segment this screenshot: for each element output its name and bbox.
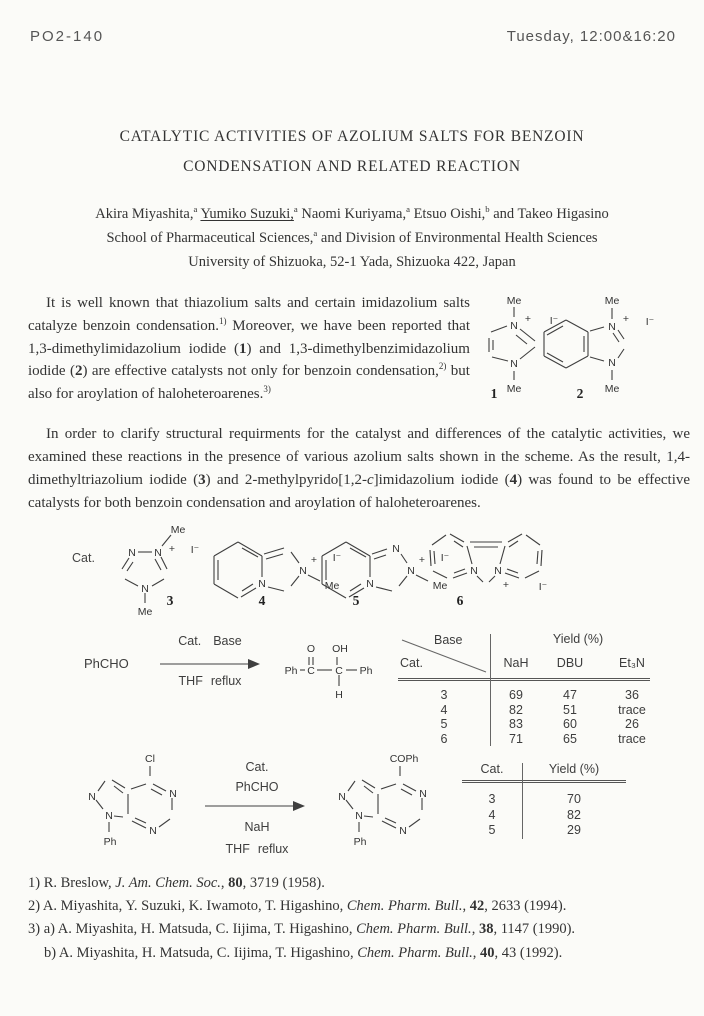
affiliation-line-1 <box>0 226 704 250</box>
title-line-2: CONDENSATION AND RELATED REACTION <box>183 158 521 175</box>
scheme-cat-label: Cat. <box>72 551 95 565</box>
table1-body <box>398 681 650 746</box>
ref-mark-3: 3) <box>263 384 271 395</box>
atom-label-n: N <box>608 321 616 333</box>
table2-cell: 29 <box>567 823 581 837</box>
para2-text: In order to clarify structural requirments for the catalyst and differences of the catalytic activities, we examined these reactions in the presence of various azolium salts shown in the scheme. As the result, 1,4-dimethyltriazolium iodide ( <box>28 426 690 488</box>
para1-text: Moreover, we have been reported that 1,3-dimethylimidazolium iodide ( <box>28 317 470 357</box>
structure-5-number: 5 <box>352 593 360 608</box>
atom-label-ph: Ph <box>359 665 373 677</box>
compound-3-ref: 3 <box>198 472 206 488</box>
iodide-counterion: I⁻ <box>538 581 548 593</box>
ref-text: , 2633 (1994). <box>484 898 567 915</box>
table1-cell: trace <box>618 731 646 746</box>
authors-block <box>0 202 704 274</box>
charge-plus: + <box>524 313 532 325</box>
charge-plus: + <box>310 554 318 566</box>
session-time: Tuesday, 12:00&16:20 <box>506 28 676 45</box>
ref-text: , <box>462 898 470 915</box>
table1-cell: 51 <box>563 702 577 717</box>
atom-label-n: N <box>510 320 518 332</box>
ref-mark-1: 1) <box>219 315 227 326</box>
atom-label-me: Me <box>604 383 620 395</box>
table2-cell: 82 <box>567 807 581 822</box>
bond-lines <box>544 308 624 380</box>
para1-text: ) and 1,3-dimethylbenzimidazolium iodide ( <box>28 340 470 380</box>
author-4: Etsuo Oishi, <box>409 206 486 222</box>
structure-4-number: 4 <box>258 593 266 608</box>
atom-label-oh: OH <box>332 643 348 655</box>
author-5: and Takeo Higasino <box>489 206 609 222</box>
structure-6-number: 6 <box>456 593 464 608</box>
reference-2 <box>28 895 692 918</box>
rxn2-reflux-label: reflux <box>257 842 289 856</box>
atom-label-coph: COPh <box>389 753 419 765</box>
ref-journal: Chem. Pharm. Bull. <box>346 898 463 915</box>
table1-cell: trace <box>618 702 646 717</box>
references-list <box>28 872 692 965</box>
affiliation-1-mark: a <box>313 228 318 239</box>
locant-c-italic: c <box>366 472 374 488</box>
para2-text: ]imidazolium iodide ( <box>373 472 510 488</box>
ref-text: 1) R. Breslow, <box>28 875 116 891</box>
table1-cell: 6 <box>440 731 448 746</box>
atom-label-n: N <box>88 791 96 803</box>
rxn1-reactant: PhCHO <box>84 656 129 671</box>
atom-label-me: Me <box>506 295 522 307</box>
table1-yield-header: Yield (%) <box>552 632 604 646</box>
rxn2-arrow <box>205 798 305 814</box>
results-paragraph <box>28 423 690 515</box>
ref-text: , 3719 (1958). <box>242 875 325 891</box>
structure-1-number: 1 <box>490 386 498 401</box>
rxn1-arrow <box>160 656 260 672</box>
affiliation-2: and Division of Environmental Health Sciences <box>317 230 598 246</box>
rxn2-conditions-below <box>205 842 309 856</box>
iodide-counterion: I⁻ <box>332 552 342 564</box>
table1-cell: 83 <box>509 717 523 731</box>
compound-4-ref: 4 <box>509 472 518 488</box>
atom-label-me: Me <box>604 295 620 307</box>
table2-body <box>462 783 626 839</box>
intro-paragraph <box>28 292 470 406</box>
charge-plus: + <box>502 579 510 591</box>
charge-plus: + <box>622 313 630 325</box>
atom-label-n: N <box>258 578 266 590</box>
structure-6-dipyridoimidazolium-drawing <box>410 522 560 606</box>
rxn2-aldehyde: PhCHO <box>235 780 279 794</box>
structure-2-benzimidazolium-drawing <box>536 292 662 396</box>
charge-plus: + <box>168 543 176 555</box>
atom-label-n: N <box>154 547 162 559</box>
table1-base-label: Base <box>434 633 463 647</box>
atom-label-o: O <box>306 643 316 655</box>
atom-label-n: N <box>141 583 149 595</box>
reference-3a <box>28 918 692 941</box>
table1-col-et3n: Et₃N <box>619 656 645 670</box>
table1-cell: 3 <box>440 688 448 702</box>
table1-cat-label: Cat. <box>400 656 423 670</box>
rxn2-solvent-label: THF <box>225 842 250 856</box>
author-2-affil-mark: a <box>293 204 298 215</box>
structure-3-triazolium-drawing <box>100 524 212 616</box>
benzoin-yield-table <box>398 632 650 746</box>
para2-text: ) and 2-methylpyrido[1,2- <box>205 472 367 488</box>
ref-volume: 42 <box>469 898 485 915</box>
author-1: Akira Miyashita, <box>95 206 194 222</box>
author-3: Naomi Kuriyama, <box>297 206 407 222</box>
benzoin-product-drawing <box>278 630 393 702</box>
aroylation-yield-table <box>462 762 626 839</box>
bond-lines <box>430 534 542 582</box>
atom-label-n: N <box>399 825 407 837</box>
table1-cell: 69 <box>509 688 523 702</box>
rxn1-conditions-below <box>158 674 262 688</box>
para1-text: It is well known that thiazolium salts and certain imidazolium salts catalyze benzoin condensation. <box>28 295 470 334</box>
atom-label-n: N <box>366 578 374 590</box>
author-1-affil-mark: a <box>193 204 198 215</box>
ref-volume: 40 <box>480 944 495 961</box>
authors-line <box>0 202 704 226</box>
table1-col-dbu: DBU <box>556 656 584 670</box>
rxn1-cat-label: Cat. <box>178 634 202 648</box>
structure-2-number: 2 <box>576 386 584 401</box>
table1-cell: 71 <box>509 731 523 746</box>
atom-label-n: N <box>419 788 427 800</box>
ref-text: , 1147 (1990). <box>493 921 576 938</box>
ref-journal: Chem. Pharm. Bull. <box>357 944 473 961</box>
ref-journal: J. Am. Chem. Soc. <box>115 875 221 891</box>
ref-text: 2) A. Miyashita, Y. Suzuki, K. Iwamoto, T. Higashino, <box>28 898 347 915</box>
table2-cell: 5 <box>488 823 496 837</box>
table1-cell: 4 <box>440 702 448 717</box>
iodide-counterion: I⁻ <box>549 315 559 327</box>
atom-label-n: N <box>608 357 616 369</box>
author-4-affil-mark: b <box>485 204 490 215</box>
bond-lines <box>96 766 172 832</box>
atom-label-n: N <box>470 565 478 577</box>
ref-text: , <box>472 944 481 961</box>
table1-cell: 5 <box>440 717 448 731</box>
author-3-affil-mark: a <box>406 204 410 215</box>
atom-label-me: Me <box>432 580 448 592</box>
iodide-counterion: I⁻ <box>645 316 655 328</box>
bond-lines <box>346 766 422 832</box>
rxn1-base-label: Base <box>213 634 242 648</box>
atom-label-n: N <box>407 565 415 577</box>
ref-volume: 38 <box>478 921 494 938</box>
ref-text: , <box>220 875 229 891</box>
atom-label-ph: Ph <box>284 665 298 677</box>
iodide-counterion: I⁻ <box>440 552 450 564</box>
table2-cell: 4 <box>488 807 496 822</box>
table2-cat-header: Cat. <box>480 762 504 776</box>
table2-cell: 3 <box>488 792 496 806</box>
ref-text: , 43 (1992). <box>494 944 563 961</box>
table2-header <box>462 762 626 783</box>
atom-label-h: H <box>335 689 343 701</box>
rxn1-reflux-label: reflux <box>210 674 242 688</box>
aroylated-product-drawing <box>316 750 456 850</box>
table1-cell: 36 <box>625 688 639 702</box>
para1-text: ) are effective catalysts not only for benzoin condensation, <box>82 363 439 380</box>
table1-col-nah: NaH <box>503 656 529 670</box>
reference-3b <box>28 942 692 965</box>
atom-label-n: N <box>169 788 177 800</box>
atom-label-me: Me <box>324 580 340 592</box>
title-line-1: CATALYTIC ACTIVITIES OF AZOLIUM SALTS FOR BENZOIN <box>119 128 585 145</box>
ref-volume: 80 <box>228 875 243 891</box>
table1-corner-cell <box>398 632 490 676</box>
compound-1-ref: 1 <box>239 340 247 357</box>
atom-label-n: N <box>338 791 346 803</box>
rxn1-conditions-above <box>158 634 262 648</box>
iodide-counterion: I⁻ <box>190 544 200 556</box>
affiliation-line-2: University of Shizuoka, 52-1 Yada, Shizuoka 422, Japan <box>188 254 516 270</box>
reference-1 <box>28 872 692 895</box>
poster-code: PO2-140 <box>30 28 105 45</box>
table1-cell: 65 <box>563 731 577 746</box>
charge-plus: + <box>418 554 426 566</box>
rxn1-solvent-label: THF <box>178 674 203 688</box>
atom-label-me: Me <box>506 383 522 395</box>
affiliation-1: School of Pharmaceutical Sciences, <box>106 230 314 246</box>
atom-label-me: Me <box>170 524 186 536</box>
author-2-underlined: Yumiko Suzuki, <box>200 206 294 222</box>
chloropyrazolopyrimidine-drawing <box>72 750 202 850</box>
ref-text: 3) a) A. Miyashita, H. Matsuda, C. Iijima, T. Higashino, <box>28 921 357 938</box>
table2-cell: 70 <box>567 792 581 806</box>
atom-label-n: N <box>299 565 307 577</box>
atom-label-me: Me <box>137 606 153 616</box>
para1-text: but also for aroylation of haloheteroarenes. <box>28 363 470 403</box>
atom-label-cl: Cl <box>145 753 155 765</box>
rxn2-cat: Cat. <box>245 760 269 774</box>
table1-cell: 47 <box>563 688 577 702</box>
atom-label-n: N <box>105 810 113 822</box>
atom-label-n: N <box>149 825 157 837</box>
ref-text: , <box>471 921 479 938</box>
atom-label-n: N <box>392 543 400 555</box>
table1-cell: 60 <box>563 717 577 731</box>
rxn2-base: NaH <box>244 820 270 834</box>
atom-label-ph: Ph <box>353 836 367 848</box>
structure-3-number: 3 <box>166 593 174 608</box>
table1-cell: 82 <box>509 702 523 717</box>
atom-label-c: C <box>307 665 315 677</box>
ref-text: b) A. Miyashita, H. Matsuda, C. Iijima, T. Higashino, <box>44 944 358 961</box>
paper-title <box>0 122 704 182</box>
atom-label-c: C <box>335 665 343 677</box>
atom-label-n: N <box>128 547 136 559</box>
ref-mark-2: 2) <box>438 361 447 372</box>
table2-yield-header: Yield (%) <box>548 762 600 776</box>
atom-label-n: N <box>494 565 502 577</box>
atom-label-n: N <box>355 810 363 822</box>
table1-cell: 26 <box>625 717 639 731</box>
atom-label-n: N <box>510 358 518 370</box>
para2-text: ) was found to be effective catalysts for both benzoin condensation and aroylation of haloheteroarenes. <box>28 472 691 511</box>
table1-header <box>398 632 650 681</box>
compound-2-ref: 2 <box>74 363 83 380</box>
ref-journal: Chem. Pharm. Bull. <box>356 921 472 938</box>
atom-label-ph: Ph <box>103 836 117 848</box>
